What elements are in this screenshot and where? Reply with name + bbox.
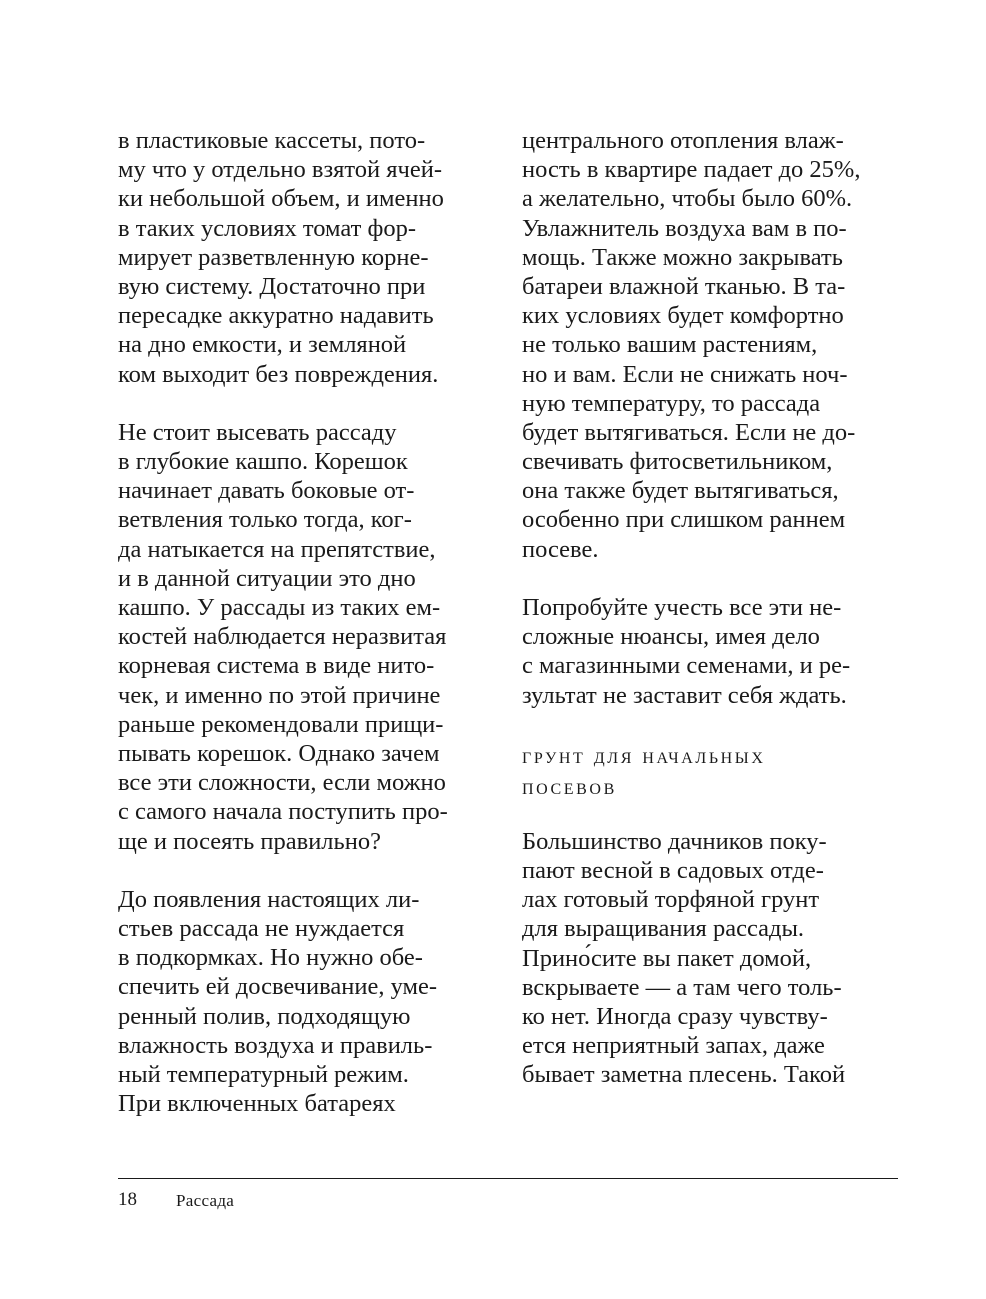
heading-gap <box>522 802 902 827</box>
text-line: чек, и именно по этой причине <box>118 681 441 709</box>
paragraph <box>522 126 902 564</box>
text-line: батареи влажной тканью. В та- <box>522 272 846 300</box>
text-line: зультат не заставит себя ждать. <box>522 681 847 709</box>
heading-gap <box>522 710 902 740</box>
paragraph <box>118 418 498 856</box>
text-line: Прино́сите вы пакет домой, <box>522 944 812 972</box>
text-line: с самого начала поступить про- <box>118 798 448 826</box>
text-line: в пластиковые кассеты, пото- <box>118 127 426 154</box>
text-line: костей наблюдается неразвитая <box>118 623 447 651</box>
text-line: да натыкается на препятствие, <box>118 535 436 563</box>
text-line: ко нет. Иногда сразу чувству- <box>522 1002 828 1030</box>
text-line: Увлажнитель воздуха вам в по- <box>522 214 847 242</box>
text-line: пывать корешок. Однако зачем <box>118 739 440 767</box>
text-line: ную температуру, то рассада <box>522 389 821 417</box>
text-line: му что у отдельно взятой ячей- <box>118 156 442 184</box>
heading-line: грунт для начальных <box>522 742 766 768</box>
text-line: с магазинными семенами, и ре- <box>522 652 851 680</box>
text-line: в глубокие кашпо. Корешок <box>118 448 408 476</box>
text-line: мощь. Также можно закрывать <box>522 243 843 271</box>
text-line: особенно при слишком раннем <box>522 506 846 534</box>
text-line: спечить ей досвечивание, уме- <box>118 973 438 1001</box>
text-line: ется неприятный запах, даже <box>522 1032 825 1060</box>
text-line: раньше рекомендовали прищи- <box>118 710 444 738</box>
text-line: ный температурный режим. <box>118 1061 409 1088</box>
text-line: ки небольшой объем, и именно <box>118 185 444 213</box>
text-line: а желательно, чтобы было 60%. <box>522 185 853 213</box>
text-line: свечивать фитосветильником, <box>522 448 833 476</box>
text-line: При включенных батареях <box>118 1090 396 1118</box>
paragraph <box>522 827 902 1090</box>
text-line: начинает давать боковые от- <box>118 477 415 505</box>
text-line: и в данной ситуации это дно <box>118 564 416 592</box>
paragraph <box>522 593 902 710</box>
right-column <box>522 126 902 1089</box>
text-line: Большинство дачников поку- <box>522 827 827 855</box>
paragraph-gap <box>522 564 902 593</box>
text-line: сложные нюансы, имея дело <box>522 623 820 651</box>
text-line: лах готовый торфяной грунт <box>522 886 820 914</box>
text-line: ренный полив, подходящую <box>118 1002 411 1030</box>
text-line: для выращивания рассады. <box>522 915 805 943</box>
text-line: стьев рассада не нуждается <box>118 915 405 943</box>
text-line: ветвления только тогда, ког- <box>118 506 412 534</box>
text-line: мирует разветвленную корне- <box>118 243 429 271</box>
paragraph-gap <box>118 856 498 885</box>
text-line: ще и посеять правильно? <box>118 827 381 855</box>
footer-rule <box>118 1178 898 1179</box>
heading-line: посевов <box>522 773 617 799</box>
text-line: пают весной в садовых отде- <box>522 856 824 884</box>
text-line: будет вытягиваться. Если не до- <box>522 418 856 446</box>
paragraph-gap <box>118 389 498 418</box>
paragraph <box>118 885 498 1119</box>
text-line: все эти сложности, если можно <box>118 769 446 797</box>
section-heading <box>522 740 902 802</box>
text-line: ких условиях будет комфортно <box>522 302 844 330</box>
text-line: центрального отопления влаж- <box>522 127 844 154</box>
text-line: не только вашим растениям, <box>522 331 818 359</box>
text-line: Не стоит высевать рассаду <box>118 418 397 446</box>
paragraph <box>118 126 498 389</box>
text-line: в подкормках. Но нужно обе- <box>118 944 423 972</box>
text-line: посеве. <box>522 535 599 563</box>
text-line: ность в квартире падает до 25%, <box>522 156 861 184</box>
text-line: До появления настоящих ли- <box>118 885 420 913</box>
text-line: бывает заметна плесень. Такой <box>522 1061 846 1089</box>
text-line: вскрываете — а там чего толь- <box>522 973 842 1001</box>
text-line: Попробуйте учесть все эти не- <box>522 594 842 621</box>
text-line: влажность воздуха и правиль- <box>118 1031 433 1059</box>
text-line: кашпо. У рассады из таких ем- <box>118 594 441 621</box>
text-line: ком выходит без повреждения. <box>118 360 439 388</box>
text-line: на дно емкости, и земляной <box>118 331 407 359</box>
text-line: вую систему. Достаточно при <box>118 272 426 300</box>
text-line: пересадке аккуратно надавить <box>118 302 434 330</box>
text-line: корневая система в виде нито- <box>118 652 435 680</box>
text-line: она также будет вытягиваться, <box>522 477 839 505</box>
text-line: но и вам. Если не снижать ноч- <box>522 360 848 388</box>
left-column <box>118 126 498 1118</box>
text-line: в таких условиях томат фор- <box>118 214 416 242</box>
page-number: 18 <box>118 1189 137 1210</box>
running-title: Рассада <box>176 1191 235 1210</box>
